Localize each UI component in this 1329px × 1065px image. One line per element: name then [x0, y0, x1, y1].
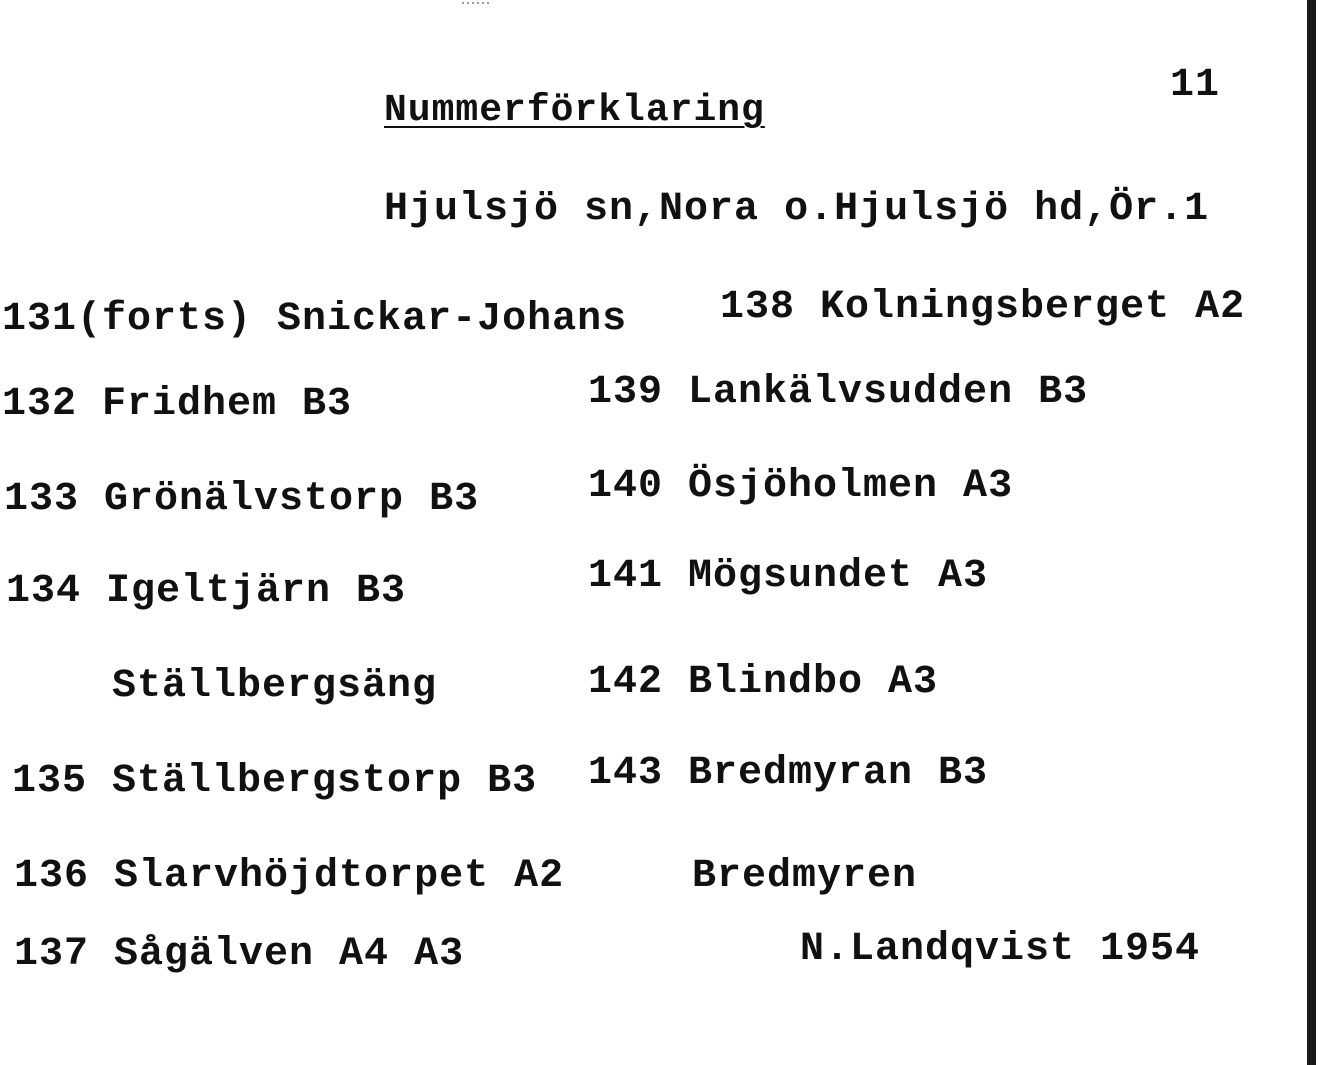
list-item: 137 Sågälven A4 A3 [14, 932, 465, 977]
list-item: Bredmyren [692, 854, 918, 899]
list-item: 142 Blindbo A3 [588, 660, 939, 705]
scan-speck [462, 2, 492, 4]
list-item: 138 Kolningsberget A2 [720, 285, 1246, 330]
list-item: 136 Slarvhöjdtorpet A2 [14, 854, 565, 899]
list-item: 131(forts) Snickar-Johans [2, 297, 628, 342]
list-item: 140 Ösjöholmen A3 [588, 464, 1014, 509]
parish-heading: Hjulsjö sn,Nora o.Hjulsjö hd,Ör.1 [384, 187, 1210, 232]
list-item: 135 Ställbergstorp B3 [12, 759, 538, 804]
list-item: 141 Mögsundet A3 [588, 554, 989, 599]
list-item: 143 Bredmyran B3 [588, 751, 989, 796]
page-title: Nummerförklaring [384, 89, 765, 132]
page-number: 11 [1170, 63, 1221, 108]
list-item: Ställbergsäng [112, 664, 438, 709]
list-item: 132 Fridhem B3 [2, 382, 353, 427]
signature: N.Landqvist 1954 [800, 927, 1201, 972]
list-item: 133 Grönälvstorp B3 [4, 477, 480, 522]
scan-edge [1307, 0, 1316, 1065]
list-item: 139 Lankälvsudden B3 [588, 370, 1089, 415]
list-item: 134 Igeltjärn B3 [6, 569, 407, 614]
